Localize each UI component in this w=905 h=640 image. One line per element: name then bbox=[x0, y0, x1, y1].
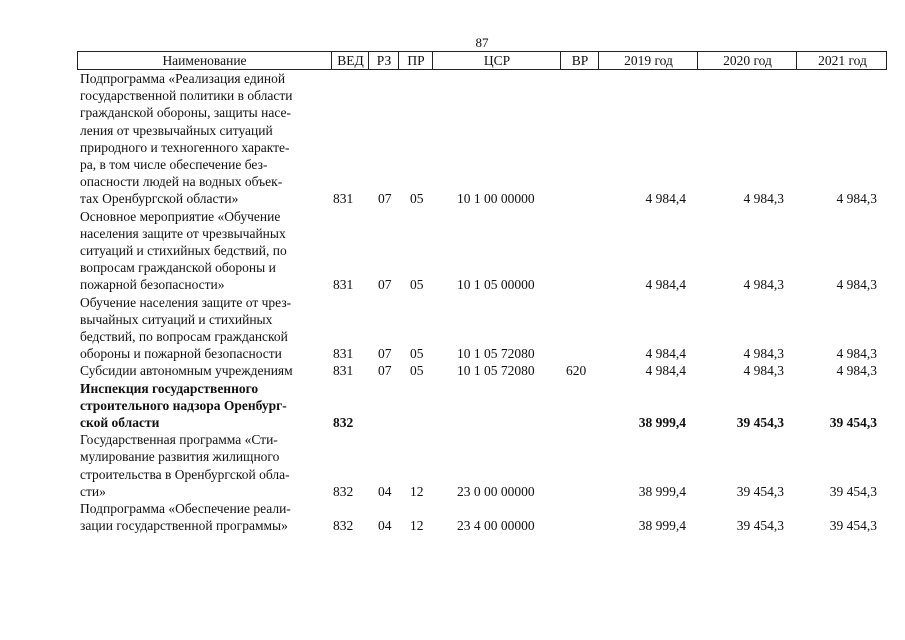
cell-y2021: 39 454,3 bbox=[829, 415, 877, 431]
cell-y2019: 38 999,4 bbox=[638, 518, 686, 534]
cell-pr: 05 bbox=[410, 191, 424, 207]
row-name-line: зации государственной программы» bbox=[80, 518, 288, 534]
cell-y2021: 39 454,3 bbox=[829, 518, 877, 534]
cell-csr: 10 1 05 00000 bbox=[457, 277, 535, 293]
header-2019: 2019 год bbox=[598, 52, 698, 69]
row-name-line: Инспекция государственного bbox=[80, 380, 259, 396]
header-csr: ЦСР bbox=[432, 52, 561, 69]
row-name-line: ской области bbox=[80, 415, 160, 431]
cell-csr: 10 1 00 00000 bbox=[457, 191, 535, 207]
cell-pr: 05 bbox=[410, 277, 424, 293]
cell-rz: 04 bbox=[378, 483, 392, 499]
table-row bbox=[0, 500, 905, 534]
row-name bbox=[80, 380, 320, 432]
cell-ved: 832 bbox=[333, 483, 354, 499]
cell-y2019: 4 984,4 bbox=[645, 363, 686, 379]
cell-csr: 23 0 00 00000 bbox=[457, 483, 535, 499]
row-name-line: ра, в том числе обеспечение без- bbox=[80, 157, 268, 173]
cell-vr: 620 bbox=[566, 363, 587, 379]
row-name-line: ситуаций и стихийных бедствий, по bbox=[80, 243, 287, 259]
row-name-line: строительного надзора Оренбург- bbox=[80, 397, 287, 413]
cell-rz: 07 bbox=[378, 346, 392, 362]
cell-y2019: 38 999,4 bbox=[638, 415, 686, 431]
cell-ved: 832 bbox=[333, 518, 354, 534]
row-name-line: тах Оренбургской области» bbox=[80, 191, 239, 207]
cell-csr: 10 1 05 72080 bbox=[457, 346, 535, 362]
cell-y2020: 4 984,3 bbox=[743, 277, 784, 293]
cell-pr: 05 bbox=[410, 363, 424, 379]
header-ved: ВЕД bbox=[331, 52, 369, 69]
table-header bbox=[77, 51, 887, 70]
row-name-line: государственной политики в области bbox=[80, 88, 293, 104]
row-name-line: обороны и пожарной безопасности bbox=[80, 346, 282, 362]
row-name-line: пожарной безопасности» bbox=[80, 277, 225, 293]
cell-y2021: 4 984,3 bbox=[836, 346, 877, 362]
cell-ved: 831 bbox=[333, 363, 354, 379]
cell-rz: 07 bbox=[378, 277, 392, 293]
cell-y2021: 4 984,3 bbox=[836, 363, 877, 379]
cell-y2020: 39 454,3 bbox=[736, 518, 784, 534]
row-name-line: ления от чрезвычайных ситуаций bbox=[80, 122, 273, 138]
row-name-line: Подпрограмма «Реализация единой bbox=[80, 71, 286, 86]
row-name-line: Основное мероприятие «Обучение bbox=[80, 208, 281, 224]
table-row bbox=[0, 70, 905, 208]
row-name bbox=[80, 294, 320, 363]
row-name bbox=[80, 500, 320, 534]
cell-y2021: 4 984,3 bbox=[836, 191, 877, 207]
row-name-line: сти» bbox=[80, 483, 106, 499]
cell-y2020: 39 454,3 bbox=[736, 483, 784, 499]
header-2020: 2020 год bbox=[697, 52, 797, 69]
cell-y2020: 4 984,3 bbox=[743, 346, 784, 362]
cell-rz: 04 bbox=[378, 518, 392, 534]
row-name bbox=[80, 431, 320, 500]
table-row bbox=[0, 208, 905, 294]
header-pr: ПР bbox=[398, 52, 433, 69]
cell-rz: 07 bbox=[378, 191, 392, 207]
page-number: 87 bbox=[475, 35, 489, 50]
cell-ved: 831 bbox=[333, 277, 354, 293]
table-row bbox=[0, 362, 905, 379]
row-name-line: бедствий, по вопросам гражданской bbox=[80, 329, 288, 345]
cell-pr: 05 bbox=[410, 346, 424, 362]
row-name-line: Субсидии автономным учреждениям bbox=[80, 363, 293, 379]
cell-y2019: 4 984,4 bbox=[645, 277, 686, 293]
cell-y2020: 4 984,3 bbox=[743, 363, 784, 379]
header-vr: ВР bbox=[560, 52, 599, 69]
cell-ved: 832 bbox=[333, 415, 354, 431]
cell-pr: 12 bbox=[410, 518, 424, 534]
row-name-line: вопросам гражданской обороны и bbox=[80, 260, 276, 276]
header-name: Наименование bbox=[162, 53, 247, 68]
row-name-line: гражданской обороны, защиты насе- bbox=[80, 105, 291, 121]
cell-y2020: 4 984,3 bbox=[743, 191, 784, 207]
row-name-line: Подпрограмма «Обеспечение реали- bbox=[80, 501, 291, 517]
table-body bbox=[0, 70, 905, 534]
cell-y2019: 4 984,4 bbox=[645, 191, 686, 207]
row-name-line: Обучение населения защите от чрез- bbox=[80, 294, 292, 310]
cell-y2021: 39 454,3 bbox=[829, 483, 877, 499]
row-name-line: вычайных ситуаций и стихийных bbox=[80, 311, 273, 327]
table-row bbox=[0, 294, 905, 363]
cell-pr: 12 bbox=[410, 483, 424, 499]
row-name-line: строительства в Оренбургской обла- bbox=[80, 466, 290, 482]
row-name-line: природного и техногенного характе- bbox=[80, 139, 290, 155]
cell-y2020: 39 454,3 bbox=[736, 415, 784, 431]
row-name-line: мулирование развития жилищного bbox=[80, 449, 280, 465]
row-name bbox=[80, 208, 320, 294]
cell-rz: 07 bbox=[378, 363, 392, 379]
table-row bbox=[0, 380, 905, 432]
row-name bbox=[80, 70, 320, 208]
cell-ved: 831 bbox=[333, 346, 354, 362]
row-name-line: Государственная программа «Сти- bbox=[80, 432, 278, 448]
cell-csr: 10 1 05 72080 bbox=[457, 363, 535, 379]
cell-ved: 831 bbox=[333, 191, 354, 207]
cell-y2021: 4 984,3 bbox=[836, 277, 877, 293]
header-2021: 2021 год bbox=[796, 52, 888, 69]
header-rz: РЗ bbox=[368, 52, 399, 69]
table-row bbox=[0, 431, 905, 500]
row-name-line: опасности людей на водных объек- bbox=[80, 174, 283, 190]
cell-y2019: 4 984,4 bbox=[645, 346, 686, 362]
cell-csr: 23 4 00 00000 bbox=[457, 518, 535, 534]
cell-y2019: 38 999,4 bbox=[638, 483, 686, 499]
row-name-line: населения защите от чрезвычайных bbox=[80, 225, 286, 241]
row-name bbox=[80, 362, 320, 379]
